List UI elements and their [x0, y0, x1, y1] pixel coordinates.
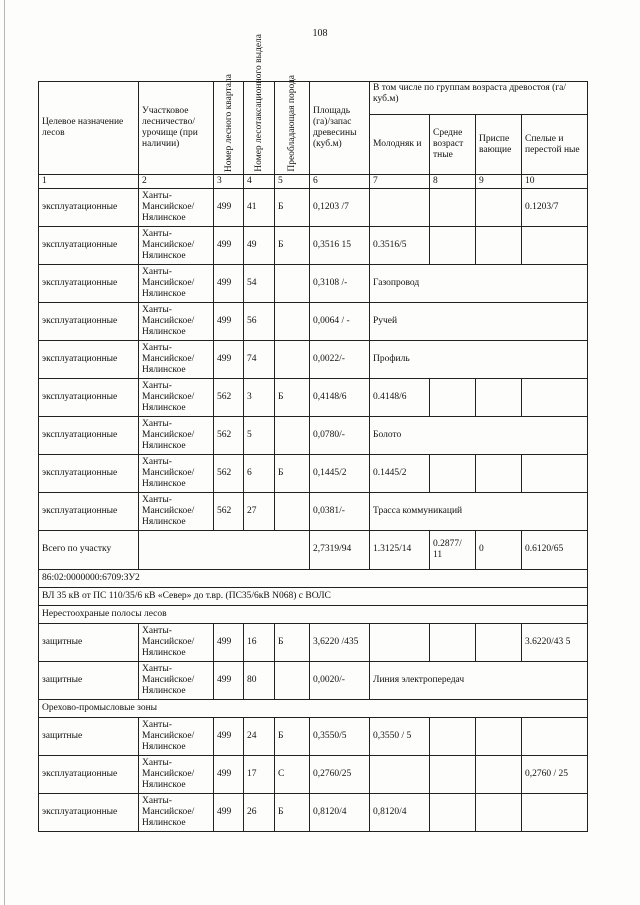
- cell-note: Ручей: [370, 302, 588, 340]
- cell-quarter: 499: [214, 264, 244, 302]
- header-age-groups: В том числе по группам возраста древостоя (га/куб.м): [370, 82, 588, 115]
- header-allotment: Номер лесотаксационного выдела: [244, 82, 275, 175]
- cell-young: 0,3550 / 5: [370, 717, 430, 755]
- cell-purpose: эксплуатационные: [39, 340, 139, 378]
- column-number: 8: [430, 175, 476, 189]
- cell-species: Б: [275, 717, 310, 755]
- cell-allotment: 24: [244, 717, 275, 755]
- cell-allotment: 6: [244, 454, 275, 492]
- cell-allotment: 54: [244, 264, 275, 302]
- table-row: [39, 454, 588, 492]
- cell-area: 0,0064 / -: [310, 302, 370, 340]
- cell-mature: [522, 717, 588, 755]
- column-number: 1: [39, 175, 139, 189]
- cell-area: 0,0780/-: [310, 416, 370, 454]
- cell-young: [370, 623, 430, 661]
- table-row: [39, 661, 588, 699]
- cell-mature: 0.1203/7: [522, 188, 588, 226]
- cell-area: 0,3516 15: [310, 226, 370, 264]
- section-row: [39, 569, 588, 587]
- forest-allotment-table: [38, 34, 588, 832]
- cell-species: С: [275, 755, 310, 793]
- cell-area: 3,6220 /435: [310, 623, 370, 661]
- cell-forestry: Ханты- Мансийское/ Нялинское: [139, 302, 214, 340]
- cell-maturing: [476, 793, 522, 831]
- cell-note: Профиль: [370, 340, 588, 378]
- cell-purpose: эксплуатационные: [39, 416, 139, 454]
- cell-species: [275, 416, 310, 454]
- column-number-row: [39, 175, 588, 189]
- cell-area: 0,2760/25: [310, 755, 370, 793]
- header-young: Молодняк и: [370, 115, 430, 175]
- cell-young: [370, 188, 430, 226]
- cell-allotment: 27: [244, 492, 275, 530]
- table-row: [39, 755, 588, 793]
- cell-purpose: эксплуатационные: [39, 454, 139, 492]
- cell-mature: 0,2760 / 25: [522, 755, 588, 793]
- table-row: [39, 623, 588, 661]
- cell-maturing: [476, 188, 522, 226]
- total-maturing: 0: [476, 530, 522, 569]
- cell-allotment: 3: [244, 378, 275, 416]
- total-young: 1.3125/14: [370, 530, 430, 569]
- column-number: 4: [244, 175, 275, 189]
- cell-forestry: Ханты- Мансийское/ Нялинское: [139, 623, 214, 661]
- cell-allotment: 5: [244, 416, 275, 454]
- cell-forestry: Ханты- Мансийское/ Нялинское: [139, 661, 214, 699]
- column-number: 10: [522, 175, 588, 189]
- cell-allotment: 16: [244, 623, 275, 661]
- cell-middle: [430, 717, 476, 755]
- table-row: [39, 264, 588, 302]
- cell-middle: [430, 454, 476, 492]
- cell-note: Газопровод: [370, 264, 588, 302]
- cell-species: [275, 264, 310, 302]
- cell-mature: [522, 454, 588, 492]
- cell-forestry: Ханты- Мансийское/ Нялинское: [139, 340, 214, 378]
- cell-forestry: Ханты- Мансийское/ Нялинское: [139, 264, 214, 302]
- cell-purpose: эксплуатационные: [39, 226, 139, 264]
- cell-allotment: 41: [244, 188, 275, 226]
- cell-forestry: Ханты- Мансийское/ Нялинское: [139, 188, 214, 226]
- cell-maturing: [476, 378, 522, 416]
- cell-species: [275, 302, 310, 340]
- total-mature: 0.6120/65: [522, 530, 588, 569]
- column-number: 3: [214, 175, 244, 189]
- cell-species: Б: [275, 188, 310, 226]
- total-empty: [139, 530, 310, 569]
- total-label: Всего по участку: [39, 530, 139, 569]
- cell-species: [275, 661, 310, 699]
- section-title: Нерестоохраные полосы лесов: [39, 605, 588, 623]
- cadastral-number: 86:02:0000000:6709:ЗУ2: [39, 569, 588, 587]
- cell-quarter: 562: [214, 454, 244, 492]
- cell-area: 0,0020/-: [310, 661, 370, 699]
- table-row: [39, 188, 588, 226]
- cell-quarter: 562: [214, 492, 244, 530]
- cell-purpose: эксплуатационные: [39, 188, 139, 226]
- cell-purpose: защитные: [39, 623, 139, 661]
- header-quarter: Номер лесного квартала: [214, 82, 244, 175]
- section-row: [39, 605, 588, 623]
- cell-mature: 3.6220/43 5: [522, 623, 588, 661]
- cell-allotment: 56: [244, 302, 275, 340]
- cell-note: Линия электропередач: [370, 661, 588, 699]
- cell-species: Б: [275, 793, 310, 831]
- cell-allotment: 74: [244, 340, 275, 378]
- cell-forestry: Ханты- Мансийское/ Нялинское: [139, 793, 214, 831]
- cell-middle: [430, 623, 476, 661]
- cell-area: 0,0022/-: [310, 340, 370, 378]
- column-number: 9: [476, 175, 522, 189]
- total-row: [39, 530, 588, 569]
- cell-purpose: эксплуатационные: [39, 264, 139, 302]
- cell-species: Б: [275, 378, 310, 416]
- cell-purpose: эксплуатационные: [39, 755, 139, 793]
- cell-quarter: 499: [214, 188, 244, 226]
- cell-area: 0,3550/5: [310, 717, 370, 755]
- table-row: [39, 717, 588, 755]
- header-area: Площадь (га)/запас древесины (куб.м): [310, 82, 370, 175]
- table-row: [39, 793, 588, 831]
- cell-area: 0,1445/2: [310, 454, 370, 492]
- cell-purpose: защитные: [39, 717, 139, 755]
- table-row: [39, 340, 588, 378]
- power-line-title: ВЛ 35 кВ от ПС 110/35/6 кВ «Север» до т.вр. (ПС35/6кВ N068) с ВОЛС: [39, 587, 588, 605]
- cell-maturing: [476, 717, 522, 755]
- cell-purpose: эксплуатационные: [39, 302, 139, 340]
- cell-allotment: 49: [244, 226, 275, 264]
- page-edge: [4, 0, 5, 905]
- header-species: Преобладающая порода: [275, 82, 310, 175]
- cell-young: 0.4148/6: [370, 378, 430, 416]
- cell-species: [275, 340, 310, 378]
- cell-forestry: Ханты- Мансийское/ Нялинское: [139, 378, 214, 416]
- column-number: 7: [370, 175, 430, 189]
- section-row: [39, 699, 588, 717]
- cell-quarter: 499: [214, 717, 244, 755]
- cell-area: 0,1203 /7: [310, 188, 370, 226]
- cell-quarter: 499: [214, 793, 244, 831]
- cell-area: 0,4148/6: [310, 378, 370, 416]
- cell-quarter: 562: [214, 378, 244, 416]
- cell-quarter: 499: [214, 226, 244, 264]
- header-maturing: Приспе вающие: [476, 115, 522, 175]
- header-middle: Средне возраст тные: [430, 115, 476, 175]
- header-mature: Спелые и перестой ные: [522, 115, 588, 175]
- column-number: 6: [310, 175, 370, 189]
- table-row: [39, 302, 588, 340]
- cell-purpose: защитные: [39, 661, 139, 699]
- cell-maturing: [476, 226, 522, 264]
- table-row: [39, 226, 588, 264]
- cell-young: 0.3516/5: [370, 226, 430, 264]
- cell-forestry: Ханты- Мансийское/ Нялинское: [139, 454, 214, 492]
- cell-middle: [430, 188, 476, 226]
- cell-quarter: 499: [214, 623, 244, 661]
- cell-mature: [522, 378, 588, 416]
- cell-maturing: [476, 755, 522, 793]
- cell-species: Б: [275, 623, 310, 661]
- cell-note: Болото: [370, 416, 588, 454]
- cell-quarter: 499: [214, 340, 244, 378]
- cell-maturing: [476, 454, 522, 492]
- table-row: [39, 416, 588, 454]
- cell-species: Б: [275, 454, 310, 492]
- cell-note: Трасса коммуникаций: [370, 492, 588, 530]
- cell-area: 0,8120/4: [310, 793, 370, 831]
- cell-young: [370, 755, 430, 793]
- cell-area: 0,3108 /-: [310, 264, 370, 302]
- cell-forestry: Ханты- Мансийское/ Нялинское: [139, 226, 214, 264]
- cell-mature: [522, 793, 588, 831]
- table-row: [39, 492, 588, 530]
- cell-species: Б: [275, 226, 310, 264]
- cell-young: 0,8120/4: [370, 793, 430, 831]
- cell-middle: [430, 378, 476, 416]
- cell-middle: [430, 793, 476, 831]
- cell-allotment: 26: [244, 793, 275, 831]
- table-row: [39, 378, 588, 416]
- total-area: 2,7319/94: [310, 530, 370, 569]
- header-forestry: Участковое лесничество/ урочище (при наличии): [139, 82, 214, 175]
- cell-quarter: 499: [214, 755, 244, 793]
- cell-forestry: Ханты- Мансийское/ Нялинское: [139, 755, 214, 793]
- column-number: 5: [275, 175, 310, 189]
- cell-allotment: 17: [244, 755, 275, 793]
- cell-middle: [430, 755, 476, 793]
- section-title: Орехово-промысловые зоны: [39, 699, 588, 717]
- cell-forestry: Ханты- Мансийское/ Нялинское: [139, 416, 214, 454]
- cell-middle: [430, 226, 476, 264]
- cell-allotment: 80: [244, 661, 275, 699]
- column-number: 2: [139, 175, 214, 189]
- cell-forestry: Ханты- Мансийское/ Нялинское: [139, 492, 214, 530]
- cell-forestry: Ханты- Мансийское/ Нялинское: [139, 717, 214, 755]
- cell-young: 0.1445/2: [370, 454, 430, 492]
- cell-quarter: 499: [214, 661, 244, 699]
- cell-quarter: 562: [214, 416, 244, 454]
- cell-area: 0,0381/-: [310, 492, 370, 530]
- cell-mature: [522, 226, 588, 264]
- cell-species: [275, 492, 310, 530]
- cell-quarter: 499: [214, 302, 244, 340]
- cell-maturing: [476, 623, 522, 661]
- cell-purpose: эксплуатационные: [39, 378, 139, 416]
- page-number: 108: [312, 28, 328, 39]
- header-purpose: Целевое назначение лесов: [39, 82, 139, 175]
- cell-purpose: эксплуатационные: [39, 793, 139, 831]
- section-row: [39, 587, 588, 605]
- cell-purpose: эксплуатационные: [39, 492, 139, 530]
- total-middle: 0.2877/ 11: [430, 530, 476, 569]
